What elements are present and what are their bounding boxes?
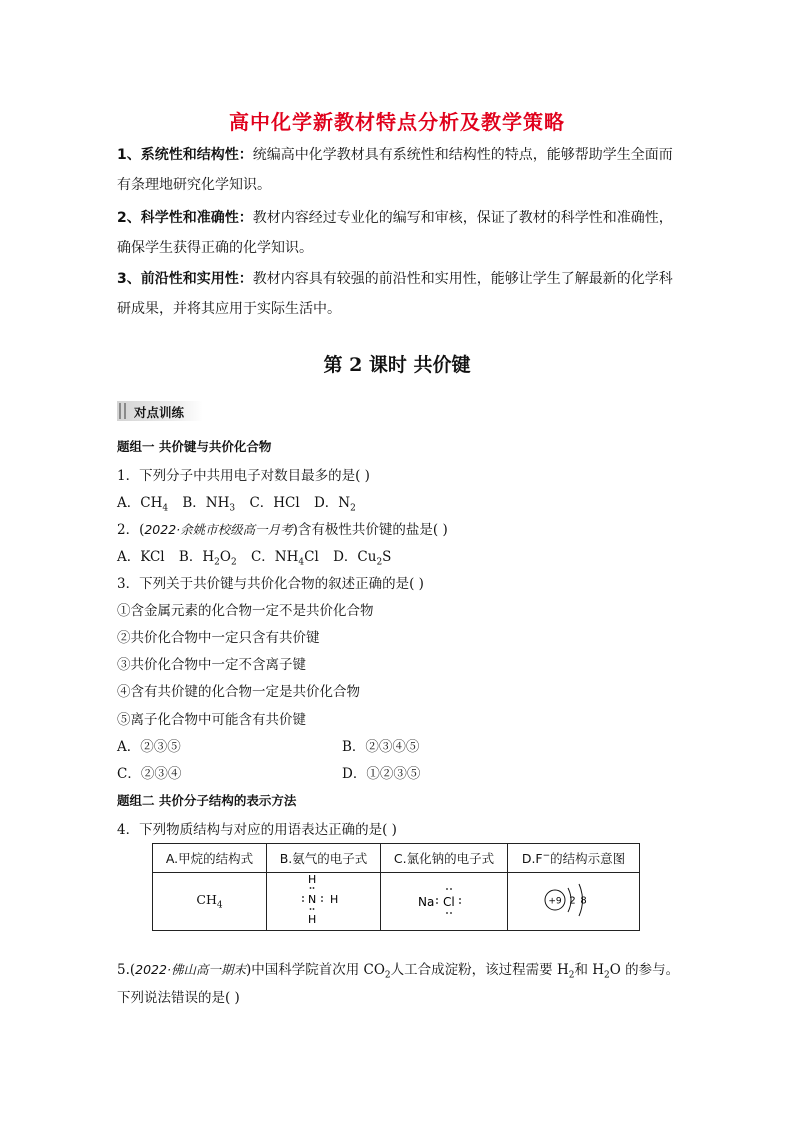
cell-fluoride-structure-diagram (508, 873, 640, 931)
question-group-1-title: 题组一 共价键与共价化合物 (117, 439, 272, 454)
fluoride-ion-diagram (539, 878, 609, 922)
intro-text-continued: 有条理地研究化学知识。 (117, 177, 271, 193)
intro-text: 教材内容经过专业化的编写和审核，保证了教材的科学性和准确性， (252, 210, 673, 226)
svg-text:N: N (307, 893, 316, 906)
intro-text-continued: 研成果，并将其应用于实际生活中。 (117, 301, 341, 317)
svg-text:8: 8 (579, 895, 587, 907)
question-5-stem-continued: 下列说法错误的是( ) (117, 990, 240, 1006)
intro-text: 统编高中化学教材具有系统性和结构性的特点，能够帮助学生全面而 (252, 147, 673, 163)
question-2-options (117, 545, 401, 568)
table-header-d: D.F−的结构示意图 (508, 844, 640, 873)
option-a[interactable]: A．②③⑤ (117, 739, 181, 755)
table-header-c: C.氯化钠的电子式 (381, 844, 508, 873)
svg-text:Na: Na (418, 895, 435, 909)
statement-2: ②共价化合物中一定只含有共价键 (117, 630, 320, 646)
table-header-a: A.甲烷的结构式 (153, 844, 267, 873)
intro-point-1 (117, 140, 683, 200)
option-b[interactable]: B．$H_2O_2$ (178, 549, 237, 568)
intro-lead: 1、系统性和结构性： (117, 147, 253, 163)
intro-text-continued: 确保学生获得正确的化学知识。 (117, 240, 313, 256)
option-c[interactable]: C．②③④ (117, 766, 182, 782)
question-source: 2022·余姚市校级高一月考 (144, 522, 293, 537)
svg-text:2: 2 (568, 895, 576, 907)
question-5-stem: 5.(2022·佛山高一期末)中国科学院首次用 $CO_2$人工合成淀粉，该过程需要 $H_2$和 $H_2O$ 的参与。 (117, 962, 680, 981)
statement-5: ⑤离子化合物中可能含有共价键 (117, 712, 306, 728)
intro-point-2 (117, 203, 683, 263)
statement-3: ③共价化合物中一定不含离子键 (117, 657, 306, 673)
section-banner-label: 对点训练 (134, 405, 185, 420)
question-1-options (117, 491, 366, 514)
question-4-table (152, 843, 640, 931)
svg-text:H: H (307, 913, 316, 926)
statement-4: ④含有共价键的化合物一定是共价化合物 (117, 684, 360, 700)
intro-point-3 (117, 264, 683, 324)
intro-lead: 2、科学性和准确性： (117, 210, 253, 226)
document-title: 高中化学新教材特点分析及教学策略 (229, 110, 565, 134)
option-b[interactable]: B．②③④⑤ (342, 739, 420, 755)
option-d[interactable]: D．$Cu_2S$ (333, 549, 392, 568)
option-d[interactable]: D．$N_2$ (313, 495, 356, 514)
lesson-title: 第 2 课时 共价键 (323, 354, 471, 376)
option-b[interactable]: B．$NH_3$ (182, 495, 236, 514)
question-3-stem: 3．下列关于共价键与共价化合物的叙述正确的是( ) (117, 576, 424, 592)
question-2-stem: 2．(2022·余姚市校级高一月考)含有极性共价键的盐是( ) (117, 522, 448, 538)
svg-text:H: H (329, 893, 338, 906)
question-source: 2022·佛山高一期末 (135, 962, 246, 977)
option-c[interactable]: C．HCl (249, 495, 300, 511)
section-banner (117, 401, 203, 421)
cell-ammonia-electron-formula (267, 873, 381, 931)
question-4-stem: 4．下列物质结构与对应的用语表达正确的是( ) (117, 822, 397, 838)
option-a[interactable]: A．KCl (117, 549, 165, 565)
intro-lead: 3、前沿性和实用性： (117, 271, 253, 287)
option-c[interactable]: C．$NH_4Cl$ (250, 549, 319, 568)
ammonia-electron-diagram (294, 873, 354, 927)
statement-1: ①含金属元素的化合物一定不是共价化合物 (117, 603, 374, 619)
question-1-stem: 1．下列分子中共用电子对数目最多的是( ) (117, 468, 370, 484)
svg-text:H: H (307, 873, 316, 886)
cell-methane-formula: $CH_4$ (153, 873, 267, 931)
intro-text: 教材内容具有较强的前沿性和实用性，能够让学生了解最新的化学科 (252, 271, 673, 287)
option-a[interactable]: A．$CH_4$ (117, 495, 169, 514)
sodium-chloride-electron-diagram (414, 880, 474, 920)
question-group-2-title: 题组二 共价分子结构的表示方法 (117, 793, 297, 808)
table-header-b: B.氨气的电子式 (267, 844, 381, 873)
svg-text:+9: +9 (547, 896, 562, 907)
cell-sodium-chloride-electron-formula (381, 873, 508, 931)
option-d[interactable]: D．①②③⑤ (342, 766, 421, 782)
svg-text:Cl: Cl (443, 895, 455, 909)
